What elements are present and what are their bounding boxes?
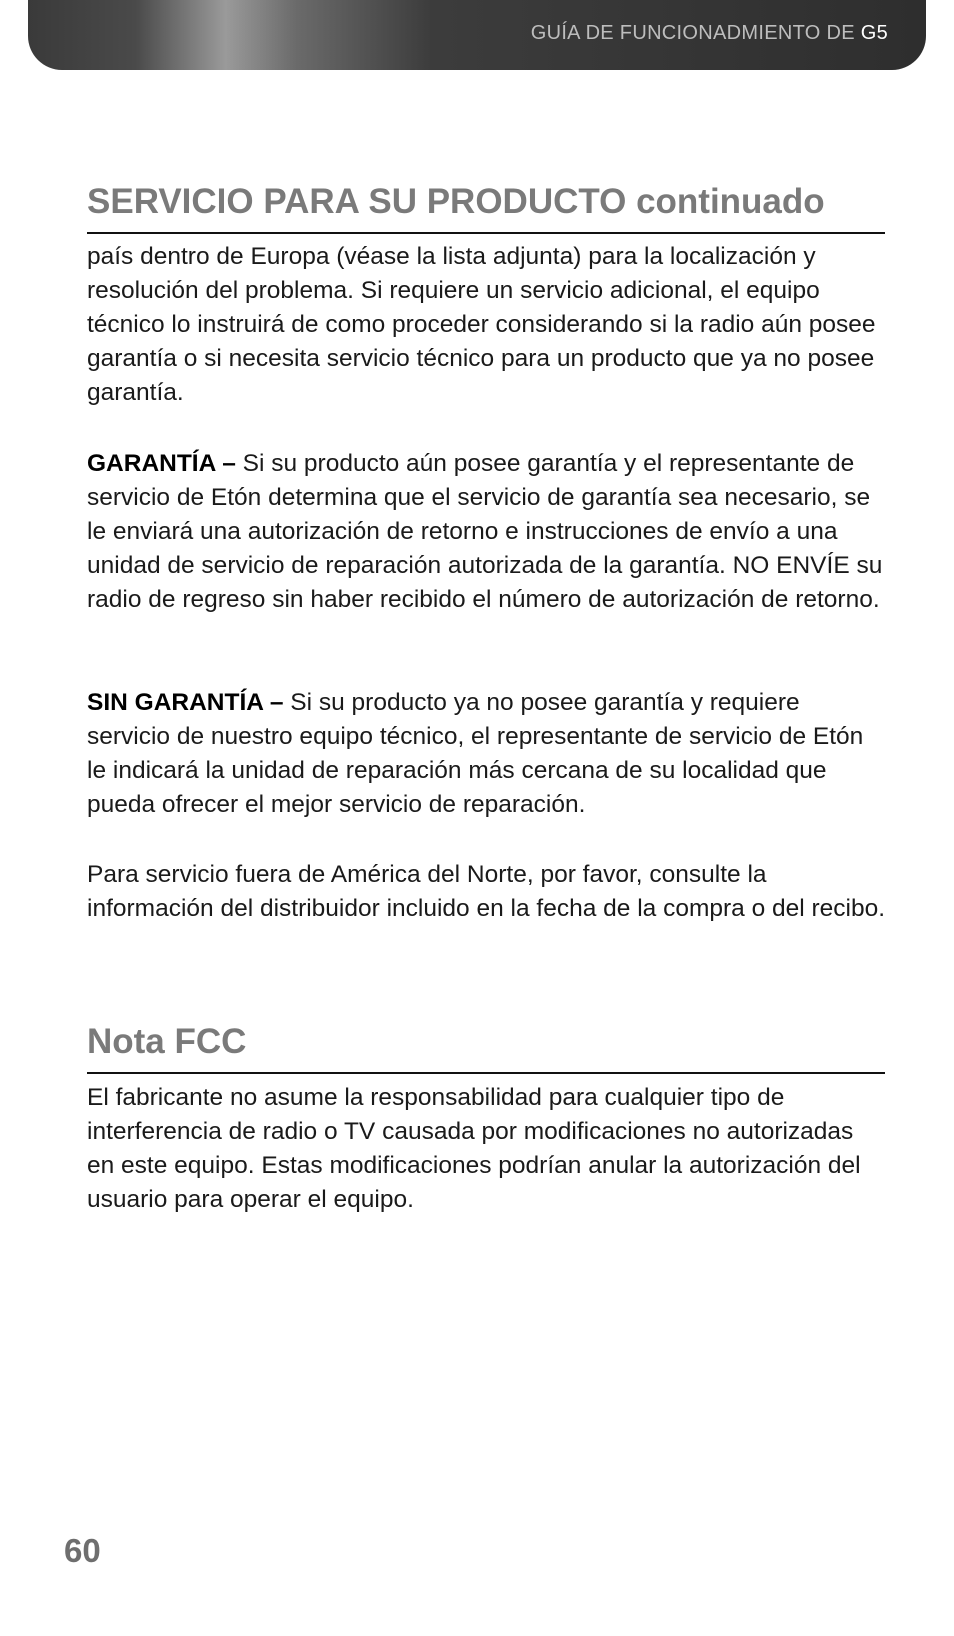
- section-title-service: SERVICIO PARA SU PRODUCTO continuado: [87, 182, 825, 221]
- title-rule: [87, 232, 885, 234]
- outside-north-america-paragraph: Para servicio fuera de América del Norte, por favor, consulte la información del distribuidor incluido en la fecha de la compra o del recibo.: [87, 861, 886, 922]
- header-bar: [28, 0, 926, 70]
- no-warranty-lead: SIN GARANTÍA –: [87, 689, 284, 716]
- no-warranty-text: Si su producto ya no posee garantía y requiere servicio de nuestro equipo técnico, el representante de servicio de Etón le indicará la unidad de reparación más cercana de su localidad que pueda ofrecer el mejor servicio de reparación.: [87, 689, 864, 818]
- warranty-paragraph: [87, 447, 887, 617]
- running-header: [531, 22, 888, 45]
- title-rule: [87, 1072, 885, 1074]
- page-number: 60: [64, 1532, 101, 1569]
- warranty-text: Si su producto aún posee garantía y el representante de servicio de Etón determina que el servicio de garantía sea necesario, se le enviará una autorización de retorno e instrucciones de envío a una unidad de servicio de reparación autorizada de la garantía. NO ENVÍE su radio de regreso sin haber recibido el número de autorización de retorno.: [87, 450, 883, 613]
- section-title-fcc: Nota FCC: [87, 1022, 247, 1061]
- warranty-lead: GARANTÍA –: [87, 450, 236, 477]
- fcc-paragraph: El fabricante no asume la responsabilidad para cualquier tipo de interferencia de radio o TV causada por modificaciones no autorizadas en este equipo. Estas modificaciones podrían anular la autorización del usuario para operar el equipo.: [87, 1084, 861, 1213]
- service-paragraph: país dentro de Europa (véase la lista adjunta) para la localización y resolución del problema. Si requiere un servicio adicional, el equipo técnico lo instruirá de como proceder considerando si la radio aún posee garantía o si necesita servicio técnico para un producto que ya no posee garantía.: [87, 243, 876, 406]
- guide-label: GUÍA DE FUNCIONADMIENTO DE: [530, 22, 855, 44]
- model-name: G5: [860, 22, 888, 44]
- no-warranty-paragraph: [87, 686, 887, 822]
